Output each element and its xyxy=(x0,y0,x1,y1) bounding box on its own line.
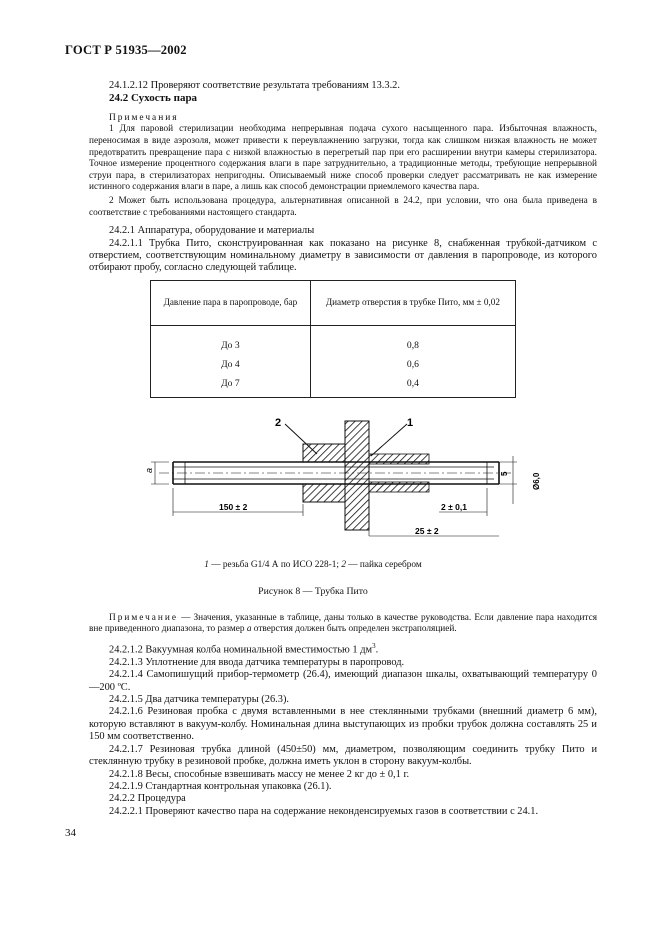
paragraph-24-2-1-5: 24.2.1.5 Два датчика температуры (26.3). xyxy=(109,694,290,706)
page-content xyxy=(89,80,597,818)
paragraph-24-2-1-9: 24.2.1.9 Стандартная контрольная упаковка (26.1). xyxy=(109,780,332,792)
pitot-tube-svg xyxy=(89,418,597,546)
section-title: 24.2 Сухость пара xyxy=(109,92,198,105)
dim-length-mid: 2 ± 0,1 xyxy=(441,501,467,512)
figure-legend xyxy=(29,560,597,570)
notes-heading: Примечания xyxy=(109,113,179,124)
table-cell: До 4 xyxy=(151,355,311,374)
callout-2: 2 xyxy=(275,417,282,429)
legend-text-2: — пайка серебром xyxy=(345,559,422,570)
paragraph-24-2-1-3: 24.2.1.3 Уплотнение для ввода датчика температуры в паропровод. xyxy=(109,656,405,668)
pressure-diameter-table xyxy=(150,280,516,398)
table-row xyxy=(151,374,516,398)
paragraph-24-2-1: 24.2.1 Аппаратура, оборудование и материалы xyxy=(109,225,315,237)
legend-key-2: 2 xyxy=(341,559,346,570)
paragraph-text: 24.2.1.2 Вакуумная колба номинальной вместимостью 1 дм xyxy=(109,644,373,656)
superscript-3: 3 xyxy=(372,641,376,650)
page-number: 34 xyxy=(65,827,76,839)
legend-key-1: 1 xyxy=(204,559,209,570)
dim-a-label: a xyxy=(144,467,154,473)
table-cell: 0,4 xyxy=(310,374,515,398)
paragraph-24-2-1-2: 24.2.1.2 Вакуумная колба номинальной вместимостью 1 $дм^3$. xyxy=(109,641,379,656)
dim-length-right: 25 ± 2 xyxy=(415,525,439,536)
paragraph-24-2-1-6: 24.2.1.6 Резиновая пробка с двумя вставленными в нее стеклянными трубками (внешний диаметр 6 мм), которую вставляют в вакуум-колбу. Номинальная длина выступающих из пробки трубок должна составлять 25 и 150 мм соответственно. xyxy=(89,706,597,743)
paragraph-24-2-1-1: 24.2.1.1 Трубка Пито, сконструированная как показано на рисунке 8, снабженная трубкой-датчиком с отверстием, соответствующим номинальному диаметру в зависимости от давления в паропроводе, из которого отбирают пробу, согласно следующей таблице. xyxy=(89,237,597,274)
table-cell: До 7 xyxy=(151,374,311,398)
page-header-standard: ГОСТ Р 51935—2002 xyxy=(65,43,187,57)
figure-caption: Рисунок 8 — Трубка Пито xyxy=(258,585,368,597)
table-header-diameter: Диаметр отверстия в трубке Пито, мм ± 0,02 xyxy=(310,280,515,325)
collar-bottom xyxy=(303,484,345,502)
dim-diameter: Ø6,0 xyxy=(532,472,541,490)
paragraph-24-2-1-7: 24.2.1.7 Резиновая трубка длиной (450±50) мм, диаметром, позволяющим соединить трубку Пито и стеклянную трубку в резиновой пробке, должна иметь уклон в сторону вакуум-колбы. xyxy=(89,743,597,768)
note-a: а xyxy=(246,624,252,635)
table-cell: 0,6 xyxy=(310,355,515,374)
paragraph-24-1-2-12: 24.1.2.12 Проверяют соответствие результата требованиям 13.3.2. xyxy=(109,80,400,91)
note-text-2: отверстия должен быть определен экстраполяцией. xyxy=(251,624,457,635)
paragraph-24-2-1-8: 24.2.1.8 Весы, способные взвешивать массу не менее 2 кг до ± 0,1 г. xyxy=(109,768,410,780)
table-cell: До 3 xyxy=(151,325,311,355)
note-2: 2 Может быть использована процедура, альтернативная описанной в 24.2, при условии, что она была приведена в соответствие с требованиями настоящего стандарта. xyxy=(89,195,597,218)
table-note xyxy=(89,613,597,636)
note-1: 1 Для паровой стерилизации необходима непрерывная подача сухого насыщенного пара. Избыточная влажность, переносимая в виде аэрозоля, может привести к переувлажнению загрузки, тогда как слишком низкая влажность не может предотвратить превращение пара с низкой влажностью в перегретый пар при его расширении внутри камеры стерилизатора. Точное измерение процентного содержания влаги в паре затруднительно, а традиционные методы, требующие непрерывной струи пара, в стерилизаторах непригодны. Описываемый ниже способ проверки следует рассматривать не как измерение истинного содержания влаги в паре, а лишь как способ демонстрации приемлемого качества пара. xyxy=(89,124,597,193)
paragraph-24-2-2-1: 24.2.2.1 Проверяют качество пара на содержание неконденсируемых газов в соответствии с 24.1. xyxy=(109,805,539,817)
dim-length-left: 150 ± 2 xyxy=(219,501,248,512)
paragraph-24-2-2: 24.2.2 Процедура xyxy=(109,793,186,805)
collar-top xyxy=(303,444,345,462)
pitot-tube-drawing xyxy=(89,418,597,546)
flange xyxy=(345,421,369,530)
table-row xyxy=(151,355,516,374)
legend-text-1: — резьба G1/4 А по ИСО 228-1; xyxy=(208,559,342,570)
table-header-pressure: Давление пара в паропроводе, бар xyxy=(151,280,311,325)
note-text: — Значения, указанные в таблице, даны только в качестве руководства. Если давление пара находится вне приведенного диапазона, то размер xyxy=(89,612,597,635)
note-heading: Примечание xyxy=(109,612,178,623)
dim-small: 5 xyxy=(500,471,509,476)
callout-1: 1 xyxy=(407,417,414,429)
table-cell: 0,8 xyxy=(310,325,515,355)
table-row xyxy=(151,325,516,355)
callout-line-1 xyxy=(371,424,407,456)
paragraph-24-2-1-4: 24.2.1.4 Самопишущий прибор-термометр (26.4), имеющий диапазон шкалы, охватывающий температуру 0—200 ºС. xyxy=(89,669,597,693)
